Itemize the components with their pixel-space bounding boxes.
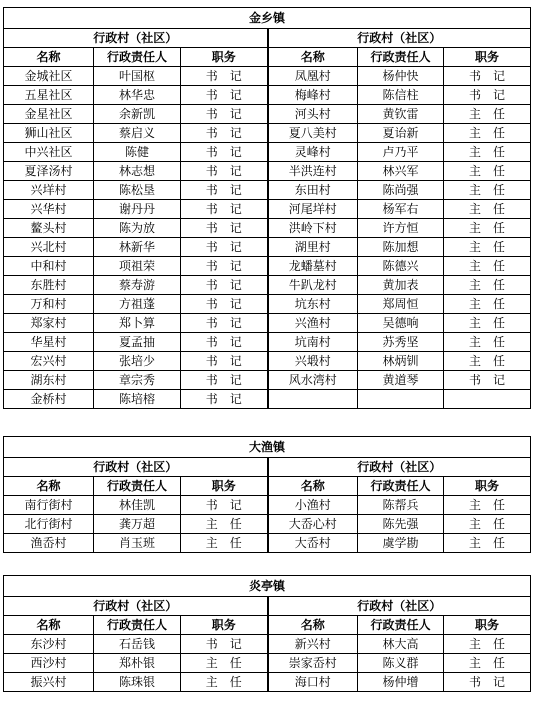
table-row bbox=[4, 635, 531, 654]
person-cell: 林新华 bbox=[94, 238, 181, 257]
position-cell: 书 记 bbox=[181, 162, 268, 181]
town-title: 炎亭镇 bbox=[4, 576, 531, 597]
column-header-position: 职务 bbox=[181, 477, 268, 496]
person-cell: 林志想 bbox=[94, 162, 181, 181]
village-name-cell: 金桥村 bbox=[4, 390, 94, 409]
person-cell: 黄钦雷 bbox=[358, 105, 444, 124]
column-header-name: 名称 bbox=[268, 48, 358, 67]
group-header-right: 行政村（社区） bbox=[268, 29, 531, 48]
village-name-cell: 大岙心村 bbox=[268, 515, 358, 534]
village-name-cell: 金城社区 bbox=[4, 67, 94, 86]
village-name-cell: 鳌头村 bbox=[4, 219, 94, 238]
village-name-cell: 兴华村 bbox=[4, 200, 94, 219]
position-cell: 主 任 bbox=[444, 105, 531, 124]
village-name-cell: 风水湾村 bbox=[268, 371, 358, 390]
column-header-position: 职务 bbox=[444, 616, 531, 635]
group-header-left: 行政村（社区） bbox=[4, 458, 268, 477]
position-cell: 主 任 bbox=[444, 496, 531, 515]
table-row bbox=[4, 219, 531, 238]
position-cell: 书 记 bbox=[181, 295, 268, 314]
person-cell: 余新凯 bbox=[94, 105, 181, 124]
village-name-cell: 郑家村 bbox=[4, 314, 94, 333]
person-cell: 陈信柱 bbox=[358, 86, 444, 105]
person-cell: 龚万超 bbox=[94, 515, 181, 534]
group-header-right: 行政村（社区） bbox=[268, 597, 531, 616]
person-cell: 苏秀坚 bbox=[358, 333, 444, 352]
position-cell: 主 任 bbox=[444, 333, 531, 352]
table-row bbox=[4, 86, 531, 105]
table-row bbox=[4, 333, 531, 352]
position-cell: 书 记 bbox=[181, 314, 268, 333]
position-cell: 主 任 bbox=[181, 515, 268, 534]
village-name-cell: 五星社区 bbox=[4, 86, 94, 105]
position-cell: 书 记 bbox=[181, 105, 268, 124]
village-name-cell: 凤凰村 bbox=[268, 67, 358, 86]
group-header-left: 行政村（社区） bbox=[4, 597, 268, 616]
position-cell: 书 记 bbox=[181, 238, 268, 257]
person-cell: 杨军右 bbox=[358, 200, 444, 219]
position-cell bbox=[444, 390, 531, 409]
village-name-cell: 狮山社区 bbox=[4, 124, 94, 143]
column-header-person: 行政责任人 bbox=[94, 48, 181, 67]
position-cell: 书 记 bbox=[181, 257, 268, 276]
village-name-cell: 兴垟村 bbox=[4, 181, 94, 200]
position-cell: 主 任 bbox=[444, 352, 531, 371]
village-name-cell: 崇家岙村 bbox=[268, 654, 358, 673]
position-cell: 书 记 bbox=[181, 333, 268, 352]
position-cell: 书 记 bbox=[181, 219, 268, 238]
person-cell: 杨仲增 bbox=[358, 673, 444, 692]
village-name-cell: 河头村 bbox=[268, 105, 358, 124]
column-header-name: 名称 bbox=[4, 477, 94, 496]
person-cell: 夏孟抽 bbox=[94, 333, 181, 352]
table-row bbox=[4, 534, 531, 553]
person-cell: 吴德响 bbox=[358, 314, 444, 333]
table-row bbox=[4, 515, 531, 534]
table-row bbox=[4, 105, 531, 124]
column-header-position: 职务 bbox=[181, 48, 268, 67]
person-cell: 章宗秀 bbox=[94, 371, 181, 390]
person-cell: 杨仲快 bbox=[358, 67, 444, 86]
person-cell: 张培少 bbox=[94, 352, 181, 371]
person-cell: 郑朴银 bbox=[94, 654, 181, 673]
village-name-cell: 坑东村 bbox=[268, 295, 358, 314]
position-cell: 主 任 bbox=[444, 635, 531, 654]
village-name-cell: 新兴村 bbox=[268, 635, 358, 654]
village-name-cell: 兴塅村 bbox=[268, 352, 358, 371]
table-row bbox=[4, 257, 531, 276]
village-name-cell: 半洪连村 bbox=[268, 162, 358, 181]
position-cell: 书 记 bbox=[181, 124, 268, 143]
village-name-cell: 夏八美村 bbox=[268, 124, 358, 143]
table-row bbox=[4, 390, 531, 409]
person-cell: 蔡启义 bbox=[94, 124, 181, 143]
column-header-person: 行政责任人 bbox=[358, 616, 444, 635]
position-cell: 主 任 bbox=[181, 534, 268, 553]
column-header-name: 名称 bbox=[268, 616, 358, 635]
position-cell: 主 任 bbox=[444, 534, 531, 553]
village-name-cell: 万和村 bbox=[4, 295, 94, 314]
village-name-cell: 洪岭下村 bbox=[268, 219, 358, 238]
column-header-person: 行政责任人 bbox=[358, 477, 444, 496]
position-cell: 主 任 bbox=[444, 257, 531, 276]
position-cell: 主 任 bbox=[444, 238, 531, 257]
position-cell: 书 记 bbox=[181, 67, 268, 86]
village-name-cell: 金星社区 bbox=[4, 105, 94, 124]
village-name-cell: 中和村 bbox=[4, 257, 94, 276]
town-title: 大渔镇 bbox=[4, 437, 531, 458]
village-name-cell bbox=[268, 390, 358, 409]
group-header-left: 行政村（社区） bbox=[4, 29, 268, 48]
person-cell: 林华忠 bbox=[94, 86, 181, 105]
village-name-cell: 梅峰村 bbox=[268, 86, 358, 105]
town-title: 金乡镇 bbox=[4, 8, 531, 29]
person-cell: 林兴军 bbox=[358, 162, 444, 181]
person-cell: 陈尚强 bbox=[358, 181, 444, 200]
person-cell: 谢丹丹 bbox=[94, 200, 181, 219]
position-cell: 书 记 bbox=[444, 86, 531, 105]
column-header-person: 行政责任人 bbox=[358, 48, 444, 67]
person-cell: 郑周恒 bbox=[358, 295, 444, 314]
village-name-cell: 大岙村 bbox=[268, 534, 358, 553]
person-cell: 蔡寿游 bbox=[94, 276, 181, 295]
position-cell: 主 任 bbox=[444, 515, 531, 534]
table-row bbox=[4, 162, 531, 181]
position-cell: 主 任 bbox=[444, 181, 531, 200]
position-cell: 书 记 bbox=[444, 371, 531, 390]
person-cell: 陈德兴 bbox=[358, 257, 444, 276]
village-name-cell: 南行街村 bbox=[4, 496, 94, 515]
position-cell: 主 任 bbox=[444, 162, 531, 181]
person-cell: 陈先强 bbox=[358, 515, 444, 534]
person-cell: 陈加想 bbox=[358, 238, 444, 257]
table-row bbox=[4, 371, 531, 390]
table-row bbox=[4, 67, 531, 86]
town-table-yanting bbox=[3, 575, 531, 692]
village-name-cell: 中兴社区 bbox=[4, 143, 94, 162]
person-cell: 黄道琴 bbox=[358, 371, 444, 390]
column-header-position: 职务 bbox=[181, 616, 268, 635]
position-cell: 书 记 bbox=[181, 200, 268, 219]
village-name-cell: 夏泽汤村 bbox=[4, 162, 94, 181]
village-name-cell: 兴渔村 bbox=[268, 314, 358, 333]
position-cell: 书 记 bbox=[181, 352, 268, 371]
person-cell: 方祖蓬 bbox=[94, 295, 181, 314]
village-name-cell: 海口村 bbox=[268, 673, 358, 692]
town-table-dayu bbox=[3, 436, 531, 553]
group-header-right: 行政村（社区） bbox=[268, 458, 531, 477]
person-cell: 夏诒新 bbox=[358, 124, 444, 143]
position-cell: 书 记 bbox=[444, 67, 531, 86]
village-name-cell: 东沙村 bbox=[4, 635, 94, 654]
village-name-cell: 龙蟠墓村 bbox=[268, 257, 358, 276]
village-name-cell: 北行街村 bbox=[4, 515, 94, 534]
column-header-person: 行政责任人 bbox=[94, 616, 181, 635]
position-cell: 主 任 bbox=[444, 124, 531, 143]
position-cell: 主 任 bbox=[181, 673, 268, 692]
person-cell: 虞学勘 bbox=[358, 534, 444, 553]
village-name-cell: 湖东村 bbox=[4, 371, 94, 390]
column-header-name: 名称 bbox=[4, 616, 94, 635]
position-cell: 书 记 bbox=[181, 181, 268, 200]
position-cell: 书 记 bbox=[181, 276, 268, 295]
village-name-cell: 东田村 bbox=[268, 181, 358, 200]
position-cell: 书 记 bbox=[181, 371, 268, 390]
position-cell: 主 任 bbox=[181, 654, 268, 673]
person-cell: 陈帮兵 bbox=[358, 496, 444, 515]
village-name-cell: 牛趴龙村 bbox=[268, 276, 358, 295]
person-cell: 林佳凯 bbox=[94, 496, 181, 515]
position-cell: 书 记 bbox=[444, 673, 531, 692]
person-cell: 林大高 bbox=[358, 635, 444, 654]
village-name-cell: 华星村 bbox=[4, 333, 94, 352]
village-name-cell: 宏兴村 bbox=[4, 352, 94, 371]
position-cell: 主 任 bbox=[444, 295, 531, 314]
person-cell: 卢乃平 bbox=[358, 143, 444, 162]
person-cell: 陈培榕 bbox=[94, 390, 181, 409]
village-name-cell: 湖里村 bbox=[268, 238, 358, 257]
person-cell: 陈为放 bbox=[94, 219, 181, 238]
person-cell: 林炳钏 bbox=[358, 352, 444, 371]
position-cell: 书 记 bbox=[181, 143, 268, 162]
village-name-cell: 河尾垟村 bbox=[268, 200, 358, 219]
position-cell: 书 记 bbox=[181, 390, 268, 409]
table-row bbox=[4, 143, 531, 162]
position-cell: 主 任 bbox=[444, 276, 531, 295]
village-name-cell: 坑南村 bbox=[268, 333, 358, 352]
village-name-cell: 灵峰村 bbox=[268, 143, 358, 162]
village-name-cell: 东胜村 bbox=[4, 276, 94, 295]
position-cell: 书 记 bbox=[181, 635, 268, 654]
column-header-name: 名称 bbox=[4, 48, 94, 67]
position-cell: 书 记 bbox=[181, 496, 268, 515]
village-name-cell: 兴北村 bbox=[4, 238, 94, 257]
town-table-jinxiang bbox=[3, 7, 531, 409]
column-header-name: 名称 bbox=[268, 477, 358, 496]
person-cell: 项祖荣 bbox=[94, 257, 181, 276]
person-cell bbox=[358, 390, 444, 409]
village-name-cell: 小渔村 bbox=[268, 496, 358, 515]
table-row bbox=[4, 352, 531, 371]
village-name-cell: 振兴村 bbox=[4, 673, 94, 692]
table-row bbox=[4, 200, 531, 219]
person-cell: 陈义群 bbox=[358, 654, 444, 673]
table-row bbox=[4, 181, 531, 200]
person-cell: 石岳钱 bbox=[94, 635, 181, 654]
table-row bbox=[4, 654, 531, 673]
position-cell: 主 任 bbox=[444, 314, 531, 333]
position-cell: 主 任 bbox=[444, 143, 531, 162]
table-row bbox=[4, 295, 531, 314]
person-cell: 肖玉班 bbox=[94, 534, 181, 553]
table-row bbox=[4, 276, 531, 295]
village-name-cell: 西沙村 bbox=[4, 654, 94, 673]
person-cell: 陈松垦 bbox=[94, 181, 181, 200]
person-cell: 许方恒 bbox=[358, 219, 444, 238]
person-cell: 陈珠银 bbox=[94, 673, 181, 692]
column-header-position: 职务 bbox=[444, 477, 531, 496]
position-cell: 主 任 bbox=[444, 219, 531, 238]
person-cell: 陈健 bbox=[94, 143, 181, 162]
person-cell: 郑卜算 bbox=[94, 314, 181, 333]
table-row bbox=[4, 314, 531, 333]
column-header-person: 行政责任人 bbox=[94, 477, 181, 496]
table-row bbox=[4, 238, 531, 257]
table-row bbox=[4, 496, 531, 515]
position-cell: 书 记 bbox=[181, 86, 268, 105]
person-cell: 黄加表 bbox=[358, 276, 444, 295]
position-cell: 主 任 bbox=[444, 654, 531, 673]
person-cell: 叶国枢 bbox=[94, 67, 181, 86]
table-row bbox=[4, 124, 531, 143]
position-cell: 主 任 bbox=[444, 200, 531, 219]
table-row bbox=[4, 673, 531, 692]
column-header-position: 职务 bbox=[444, 48, 531, 67]
village-name-cell: 渔岙村 bbox=[4, 534, 94, 553]
